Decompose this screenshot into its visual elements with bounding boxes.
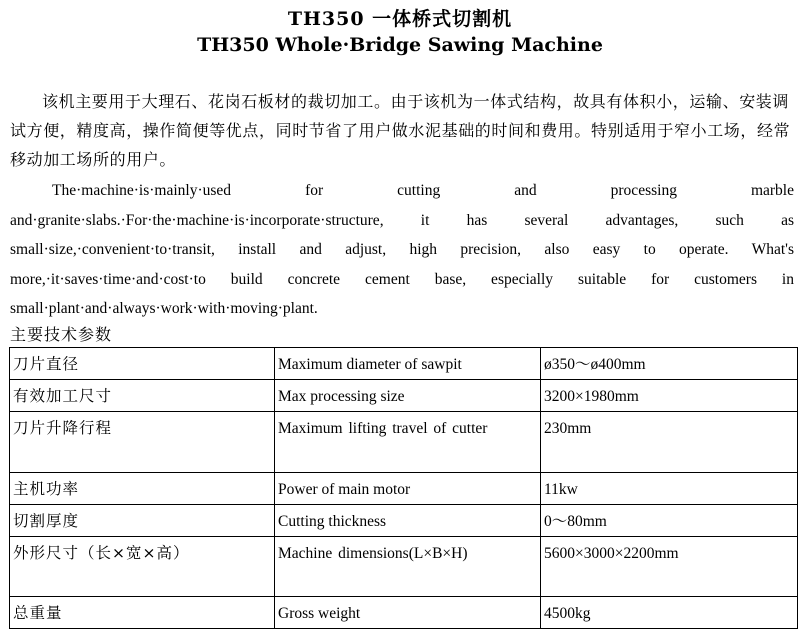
table-row bbox=[10, 473, 798, 505]
spec-value: 230mm bbox=[541, 412, 798, 473]
spec-name-en: Maximum diameter of sawpit bbox=[275, 348, 541, 380]
spec-name-en: Maximum lifting travel of cutter bbox=[275, 412, 541, 473]
table-row bbox=[10, 537, 798, 597]
table-row bbox=[10, 380, 798, 412]
spec-name-cn: 总重量 bbox=[10, 597, 275, 629]
spec-name-cn: 刀片直径 bbox=[10, 348, 275, 380]
intro-paragraph-english: The·machine·is·mainly·used for cutting and processing marble and·granite·slabs.·For·the·machine·is·incorporate·structure, it has several advantages, such as small·size,·convenient·to·transit, install and adjust, high precision, also easy to operate. What's more,·it·saves·time·and·cost·to build concrete cement base, especially suitable for customers in small·plant·and·always·work·with·moving·plant. bbox=[10, 182, 794, 317]
spec-value: 3200×1980mm bbox=[541, 380, 798, 412]
spec-heading: 主要技术参数 bbox=[10, 325, 113, 344]
spec-name-cn: 主机功率 bbox=[10, 473, 275, 505]
table-row bbox=[10, 412, 798, 473]
title-chinese: TH350 一体桥式切割机 bbox=[287, 8, 513, 30]
spec-name-cn: 切割厚度 bbox=[10, 505, 275, 537]
spec-value: 11kw bbox=[541, 473, 798, 505]
intro-paragraph-chinese: 该机主要用于大理石、花岗石板材的裁切加工。由于该机为一体式结构，故具有体积小，运输、安装调试方便，精度高，操作简便等优点，同时节省了用户做水泥基础的时间和费用。特别适用于窄小工场，经常移动加工场所的用户。 bbox=[10, 92, 791, 169]
spec-value: 4500kg bbox=[541, 597, 798, 629]
spec-name-en: Max processing size bbox=[275, 380, 541, 412]
table-row bbox=[10, 348, 798, 380]
table-row bbox=[10, 505, 798, 537]
spec-name-cn: 有效加工尺寸 bbox=[10, 380, 275, 412]
spec-name-en: Machine dimensions(L×B×H) bbox=[275, 537, 541, 597]
table-row bbox=[10, 597, 798, 629]
spec-name-cn: 外形尺寸（长×宽×高） bbox=[10, 537, 275, 597]
spec-name-cn: 刀片升降行程 bbox=[10, 412, 275, 473]
spec-value: 0～80mm bbox=[541, 505, 798, 537]
spec-name-en: Gross weight bbox=[275, 597, 541, 629]
title-english: TH350 Whole·Bridge Sawing Machine bbox=[197, 34, 603, 56]
spec-table bbox=[9, 347, 798, 629]
spec-value: ø350～ø400mm bbox=[541, 348, 798, 380]
spec-name-en: Power of main motor bbox=[275, 473, 541, 505]
spec-name-en: Cutting thickness bbox=[275, 505, 541, 537]
spec-value: 5600×3000×2200mm bbox=[541, 537, 798, 597]
